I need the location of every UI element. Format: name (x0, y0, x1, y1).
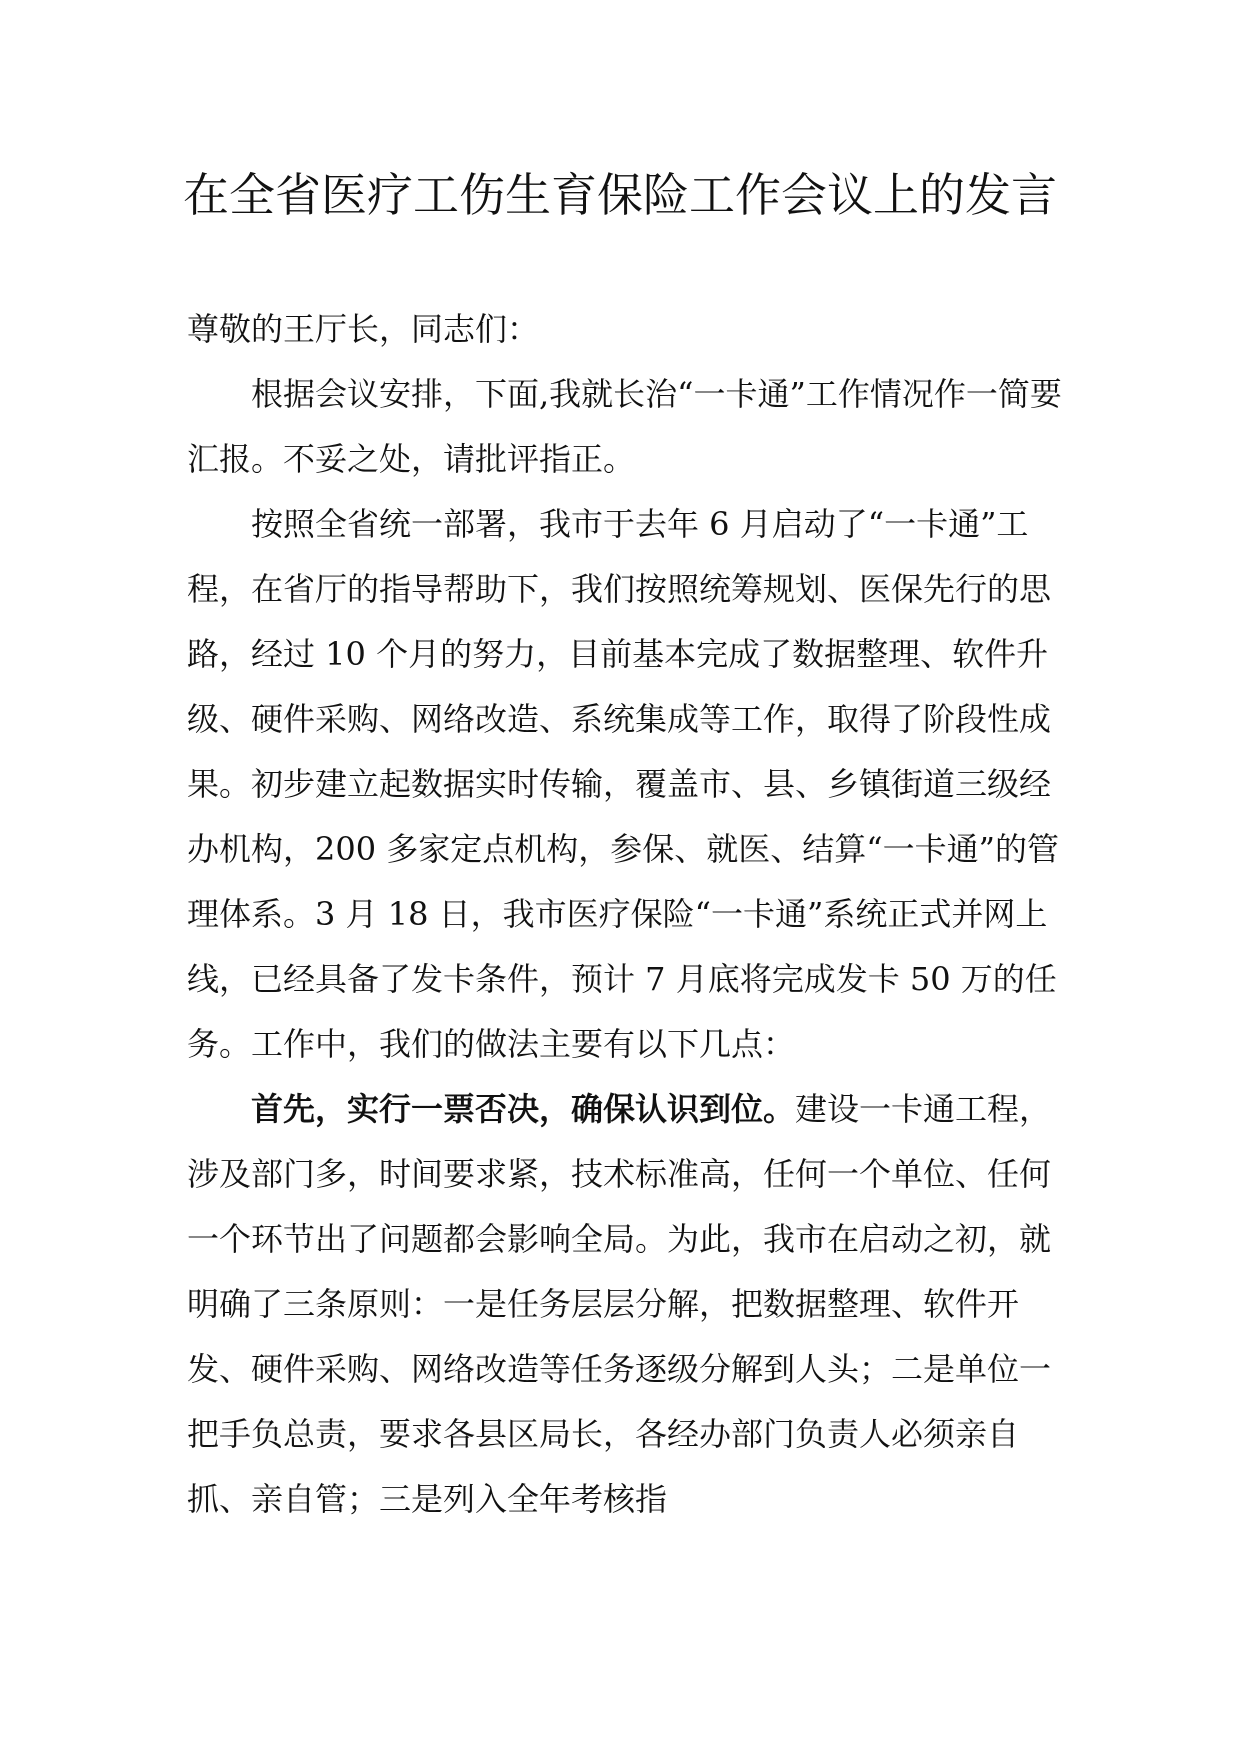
paragraph-lead-heading: 首先，实行一票否决，确保认识到位。 (251, 1090, 796, 1128)
document-title: 在全省医疗工伤生育保险工作会议上的发言 (183, 168, 1057, 222)
paragraph-first-point-text: 建设一卡通工程，涉及部门多，时间要求紧，技术标准高，任何一个单位、任何一个环节出了问题都会影响全局。为此，我市在启动之初，就明确了三条原则：一是任务层层分解，把数据整理、软件开发、硬件采购、网络改造等任务逐级分解到人头；二是单位一把手负总责，要求各县区局长，各经办部门负责人必须亲自抓、亲自管；三是列入全年考核指 (187, 1090, 1052, 1518)
paragraph-first-point (187, 1077, 1067, 1532)
paragraph-intro: 根据会议安排，下面,我就长治“一卡通”工作情况作一简要汇报。不妥之处，请批评指正。 (187, 375, 1062, 478)
document-body (187, 297, 1067, 1532)
paragraph-progress: 按照全省统一部署，我市于去年 6 月启动了“一卡通”工程，在省厅的指导帮助下，我们按照统筹规划、医保先行的思路，经过 10 个月的努力，目前基本完成了数据整理、软件升级、硬件采购、网络改造、系统集成等工作，取得了阶段性成果。初步建立起数据实时传输，覆盖市、县、乡镇街道三级经办机构，200 多家定点机构，参保、就医、结算“一卡通”的管理体系。3 月 18 日，我市医疗保险“一卡通”系统正式并网上线，已经具备了发卡条件，预计 7 月底将完成发卡 50 万的任务。工作中，我们的做法主要有以下几点： (187, 505, 1059, 1063)
salutation: 尊敬的王厅长，同志们： (187, 310, 540, 348)
